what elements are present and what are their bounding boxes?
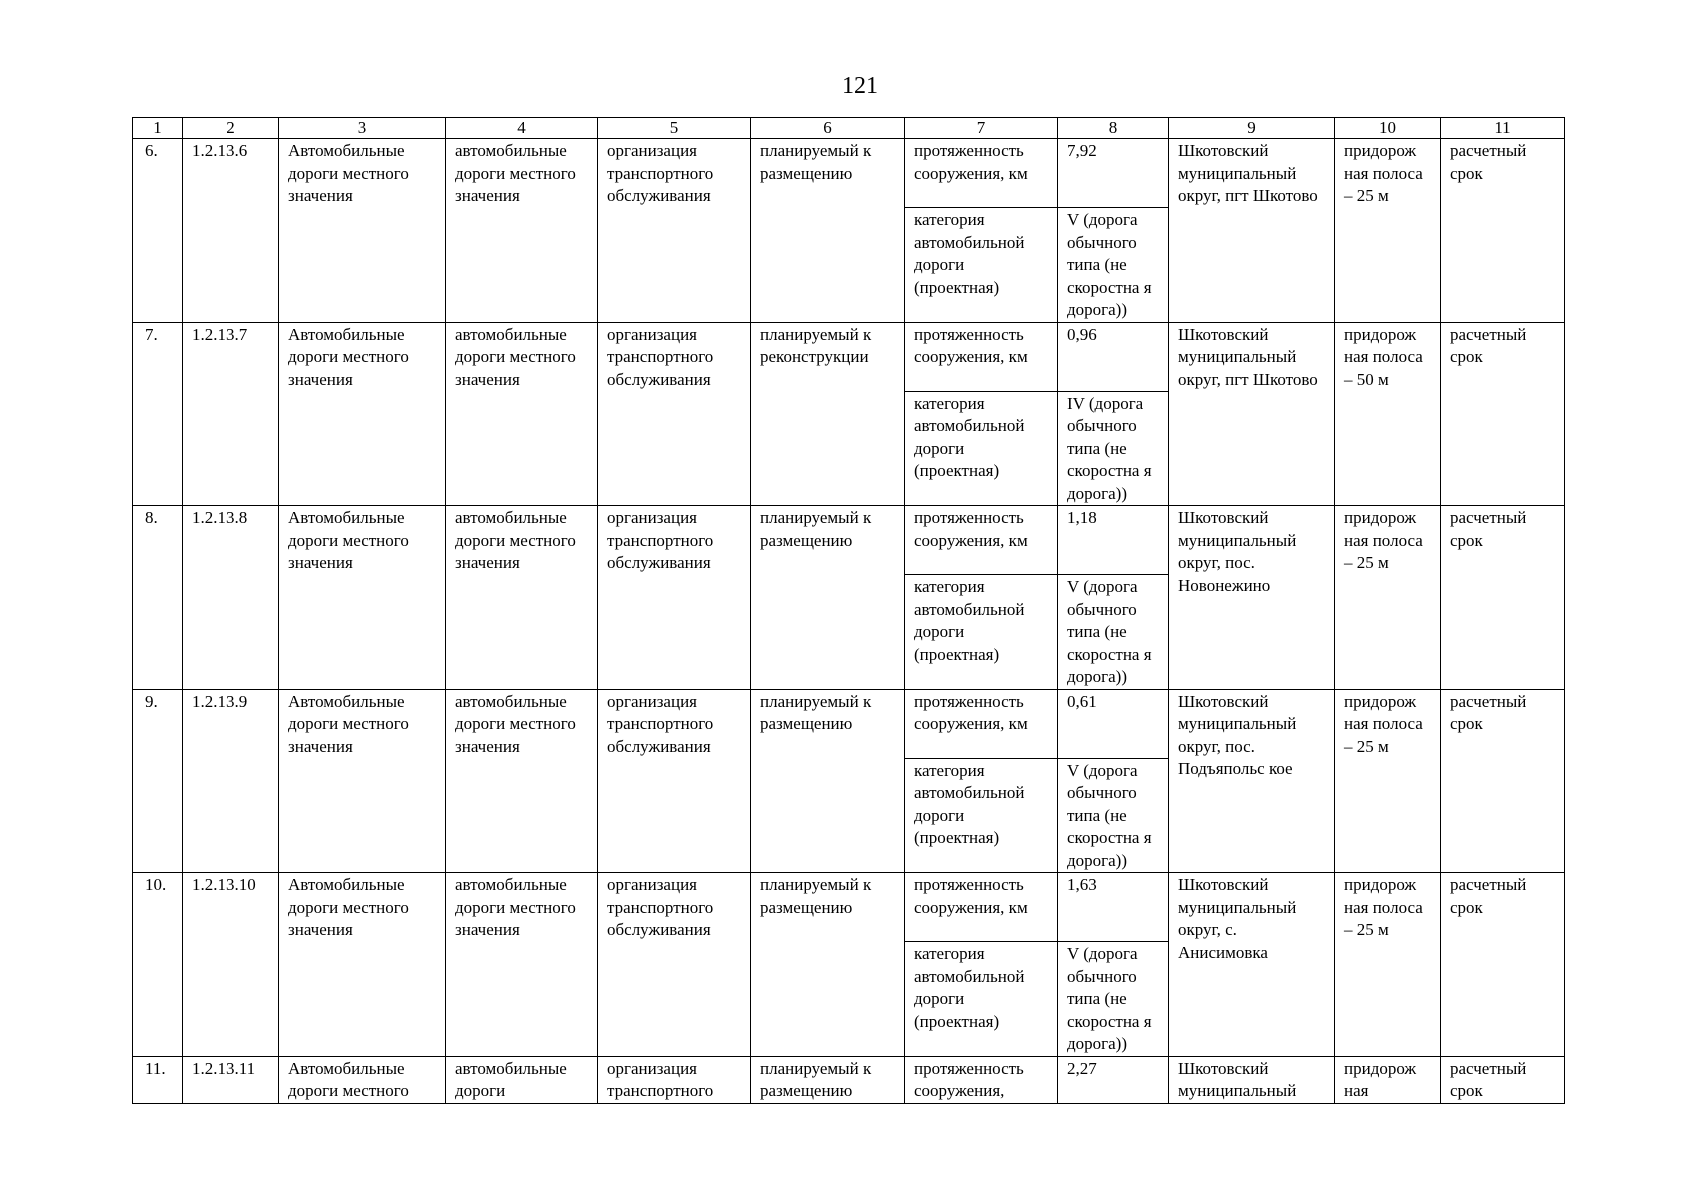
column-header: 4 [446, 118, 598, 139]
object-status: планируемый к размещению [751, 873, 905, 1057]
value-length: 0,61 [1058, 689, 1169, 758]
parameter-category: категория автомобильной дороги (проектная) [905, 758, 1058, 873]
value-category: V (дорога обычного типа (не скоростна я дорога)) [1058, 575, 1169, 690]
column-header: 1 [133, 118, 183, 139]
object-term: расчетный срок [1441, 1056, 1565, 1103]
object-code: 1.2.13.9 [183, 689, 279, 873]
object-kind: автомобильные дороги местного значения [446, 322, 598, 506]
object-zone: придорож ная полоса – 25 м [1335, 689, 1441, 873]
column-header: 9 [1169, 118, 1335, 139]
object-type: Автомобильные дороги местного [279, 1056, 446, 1103]
column-header: 2 [183, 118, 279, 139]
value-length: 1,18 [1058, 506, 1169, 575]
row-number: 11. [133, 1056, 183, 1103]
object-type: Автомобильные дороги местного значения [279, 689, 446, 873]
object-zone: придорож ная полоса – 25 м [1335, 506, 1441, 690]
object-status: планируемый к размещению [751, 506, 905, 690]
object-location: Шкотовский муниципальный округ, пос. Подъяпольс кое [1169, 689, 1335, 873]
column-header: 11 [1441, 118, 1565, 139]
column-header: 10 [1335, 118, 1441, 139]
value-category: V (дорога обычного типа (не скоростна я дорога)) [1058, 758, 1169, 873]
document-table [132, 117, 1565, 1104]
column-header: 8 [1058, 118, 1169, 139]
table-row [133, 506, 1565, 575]
value-length: 7,92 [1058, 139, 1169, 208]
object-status: планируемый к размещению [751, 689, 905, 873]
object-term: расчетный срок [1441, 322, 1565, 506]
table-row [133, 873, 1565, 942]
object-type: Автомобильные дороги местного значения [279, 139, 446, 323]
parameter-length: протяженность сооружения, км [905, 322, 1058, 391]
object-purpose: организация транспортного обслуживания [598, 689, 751, 873]
object-status: планируемый к размещению [751, 139, 905, 323]
value-category: V (дорога обычного типа (не скоростна я дорога)) [1058, 942, 1169, 1057]
page-number: 121 [842, 73, 878, 99]
object-kind: автомобильные дороги местного значения [446, 873, 598, 1057]
object-kind: автомобильные дороги местного значения [446, 689, 598, 873]
table-row [133, 139, 1565, 208]
object-purpose: организация транспортного обслуживания [598, 139, 751, 323]
object-location: Шкотовский муниципальный округ, пгт Шкотово [1169, 322, 1335, 506]
object-zone: придорож ная [1335, 1056, 1441, 1103]
object-code: 1.2.13.8 [183, 506, 279, 690]
object-type: Автомобильные дороги местного значения [279, 873, 446, 1057]
object-location: Шкотовский муниципальный [1169, 1056, 1335, 1103]
object-code: 1.2.13.6 [183, 139, 279, 323]
object-location: Шкотовский муниципальный округ, пос. Новонежино [1169, 506, 1335, 690]
object-code: 1.2.13.7 [183, 322, 279, 506]
object-zone: придорож ная полоса – 25 м [1335, 873, 1441, 1057]
object-code: 1.2.13.11 [183, 1056, 279, 1103]
value-length: 2,27 [1058, 1056, 1169, 1103]
object-zone: придорож ная полоса – 50 м [1335, 322, 1441, 506]
object-purpose: организация транспортного обслуживания [598, 506, 751, 690]
object-term: расчетный срок [1441, 873, 1565, 1057]
value-category: V (дорога обычного типа (не скоростна я дорога)) [1058, 208, 1169, 323]
object-term: расчетный срок [1441, 139, 1565, 323]
object-purpose: организация транспортного обслуживания [598, 322, 751, 506]
column-header: 3 [279, 118, 446, 139]
table-row [133, 322, 1565, 391]
object-type: Автомобильные дороги местного значения [279, 322, 446, 506]
table-row [133, 689, 1565, 758]
object-zone: придорож ная полоса – 25 м [1335, 139, 1441, 323]
parameter-category: категория автомобильной дороги (проектная) [905, 208, 1058, 323]
column-header: 5 [598, 118, 751, 139]
parameter-length: протяженность сооружения, [905, 1056, 1058, 1103]
object-purpose: организация транспортного [598, 1056, 751, 1103]
row-number: 10. [133, 873, 183, 1057]
parameter-length: протяженность сооружения, км [905, 506, 1058, 575]
parameter-category: категория автомобильной дороги (проектная) [905, 391, 1058, 506]
value-category: IV (дорога обычного типа (не скоростна я дорога)) [1058, 391, 1169, 506]
parameter-length: протяженность сооружения, км [905, 689, 1058, 758]
object-status: планируемый к размещению [751, 1056, 905, 1103]
row-number: 9. [133, 689, 183, 873]
parameter-category: категория автомобильной дороги (проектная) [905, 942, 1058, 1057]
object-type: Автомобильные дороги местного значения [279, 506, 446, 690]
object-term: расчетный срок [1441, 689, 1565, 873]
object-kind: автомобильные дороги местного значения [446, 139, 598, 323]
parameter-length: протяженность сооружения, км [905, 139, 1058, 208]
row-number: 8. [133, 506, 183, 690]
table-row [133, 1056, 1565, 1103]
object-kind: автомобильные дороги местного значения [446, 506, 598, 690]
value-length: 1,63 [1058, 873, 1169, 942]
column-header: 7 [905, 118, 1058, 139]
parameter-category: категория автомобильной дороги (проектная) [905, 575, 1058, 690]
parameter-length: протяженность сооружения, км [905, 873, 1058, 942]
value-length: 0,96 [1058, 322, 1169, 391]
row-number: 6. [133, 139, 183, 323]
object-purpose: организация транспортного обслуживания [598, 873, 751, 1057]
column-number-row [133, 118, 1565, 139]
object-location: Шкотовский муниципальный округ, с. Анисимовка [1169, 873, 1335, 1057]
row-number: 7. [133, 322, 183, 506]
object-code: 1.2.13.10 [183, 873, 279, 1057]
object-term: расчетный срок [1441, 506, 1565, 690]
object-kind: автомобильные дороги [446, 1056, 598, 1103]
column-header: 6 [751, 118, 905, 139]
object-status: планируемый к реконструкции [751, 322, 905, 506]
object-location: Шкотовский муниципальный округ, пгт Шкотово [1169, 139, 1335, 323]
